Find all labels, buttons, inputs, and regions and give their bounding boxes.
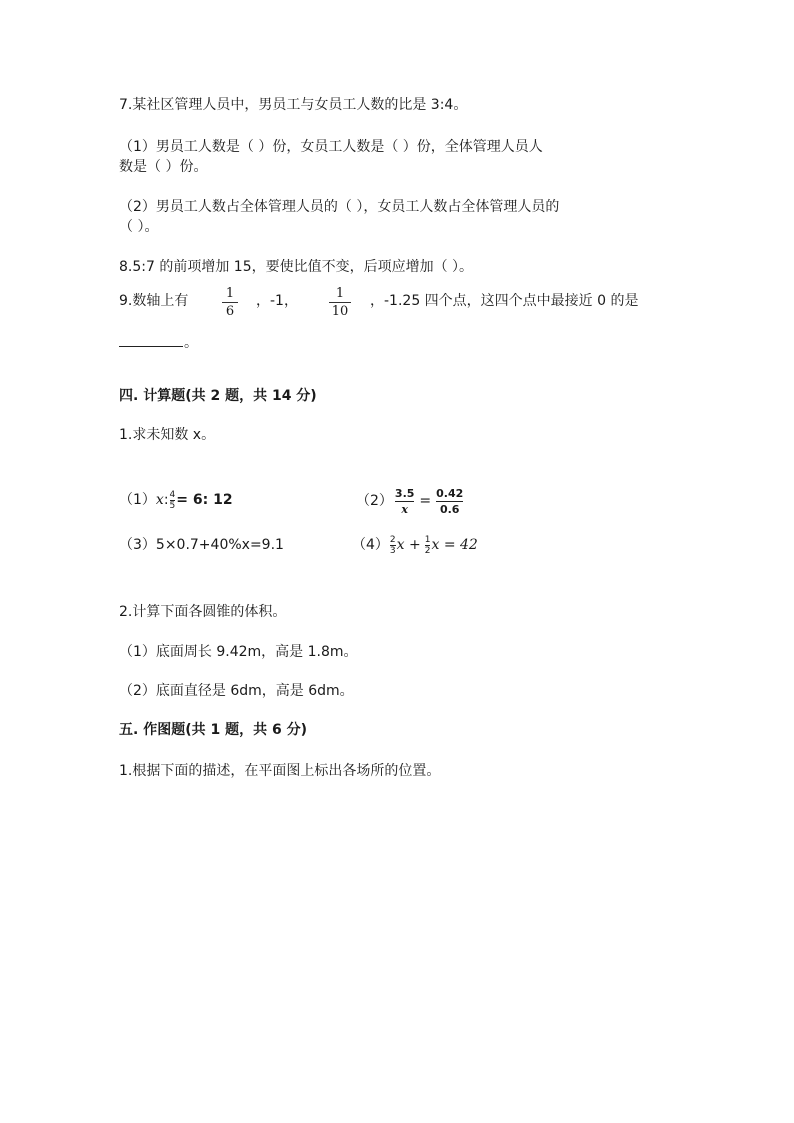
eq2-fraction-left [395, 487, 415, 516]
q7-stem: 7.某社区管理人员中，男员工与女员工人数的比是 3:4。 [119, 97, 468, 113]
eq4-frac1-num: 2 [389, 534, 396, 545]
eq4-frac1-den: 3 [389, 545, 396, 556]
q7-part2-line1: （2）男员工人数占全体管理人员的（ ），女员工人数占全体管理人员的 [119, 199, 560, 215]
eq4-fraction-2 [425, 535, 431, 556]
q9-frac1-denominator: 6 [225, 304, 235, 319]
fraction-bar [329, 302, 351, 303]
s4-q2-stem: 2.计算下面各圆锥的体积。 [119, 604, 287, 620]
q8-text: 8.5:7 的前项增加 15，要使比值不变，后项应增加（ ）。 [119, 259, 474, 275]
q9-end-mark: 。 [184, 335, 198, 351]
q9-fraction-2 [329, 286, 351, 319]
s4-q1-equation-3: （3）5×0.7+40%x=9.1 [119, 537, 284, 553]
q9-frac2-denominator: 10 [331, 304, 349, 319]
q9-suffix: ，-1.25 四个点，这四个点中最接近 0 的是 [370, 293, 639, 309]
s4-q2-part1: （1）底面周长 9.42m，高是 1.8m。 [119, 644, 358, 660]
eq2-frac1-den: x [401, 502, 408, 516]
eq2-label: （2） [356, 493, 393, 509]
fraction-bar [222, 302, 238, 303]
s4-q1-stem: 1.求未知数 x。 [119, 427, 216, 443]
eq2-frac1-num: 3.5 [394, 486, 415, 500]
s4-q1-equation-4 [352, 532, 478, 558]
q7-part1-line1: （1）男员工人数是（ ）份，女员工人数是（ ）份，全体管理人员人 [119, 139, 543, 155]
q9-prefix: 9.数轴上有 [119, 293, 189, 309]
s5-q1-stem: 1.根据下面的描述，在平面图上标出各场所的位置。 [119, 763, 441, 779]
s4-q1-equation-2 [356, 484, 465, 518]
eq1-variable: x [155, 492, 164, 508]
q9-separator: ，-1， [256, 293, 298, 309]
eq4-term-1: x + [396, 537, 421, 553]
eq1-frac-num: 4 [169, 489, 176, 500]
eq2-frac2-den: 0.6 [439, 502, 460, 516]
eq2-equals: = [419, 493, 432, 509]
q7-part2-line2: （ ）。 [119, 219, 159, 235]
q9-fraction-1 [222, 286, 238, 319]
q7-part1-line2: 数是（ ）份。 [119, 159, 208, 175]
eq4-frac2-den: 2 [424, 545, 431, 556]
eq4-rest: x = 42 [431, 537, 478, 553]
eq4-label: （4） [352, 537, 389, 553]
q9-frac1-numerator: 1 [225, 286, 235, 301]
eq1-fraction [170, 490, 176, 511]
eq1-colon: : [163, 492, 169, 508]
fraction-bar [436, 501, 463, 502]
eq2-frac2-num: 0.42 [436, 486, 464, 500]
q9-frac2-numerator: 1 [335, 286, 345, 301]
s4-q2-part2: （2）底面直径是 6dm，高是 6dm。 [119, 683, 354, 699]
eq1-rest: = 6: 12 [176, 492, 233, 508]
s4-q1-equation-1 [119, 488, 233, 512]
eq2-fraction-right [436, 487, 463, 516]
eq4-frac2-num: 1 [424, 534, 431, 545]
section5-title: 五. 作图题(共 1 题，共 6 分) [119, 722, 307, 738]
section4-title: 四. 计算题(共 2 题，共 14 分) [119, 388, 317, 404]
q9-answer-blank [119, 346, 183, 347]
eq1-frac-den: 5 [169, 500, 176, 511]
eq4-fraction-1 [390, 535, 396, 556]
fraction-bar [395, 501, 415, 502]
eq1-label: （1） [119, 492, 156, 508]
